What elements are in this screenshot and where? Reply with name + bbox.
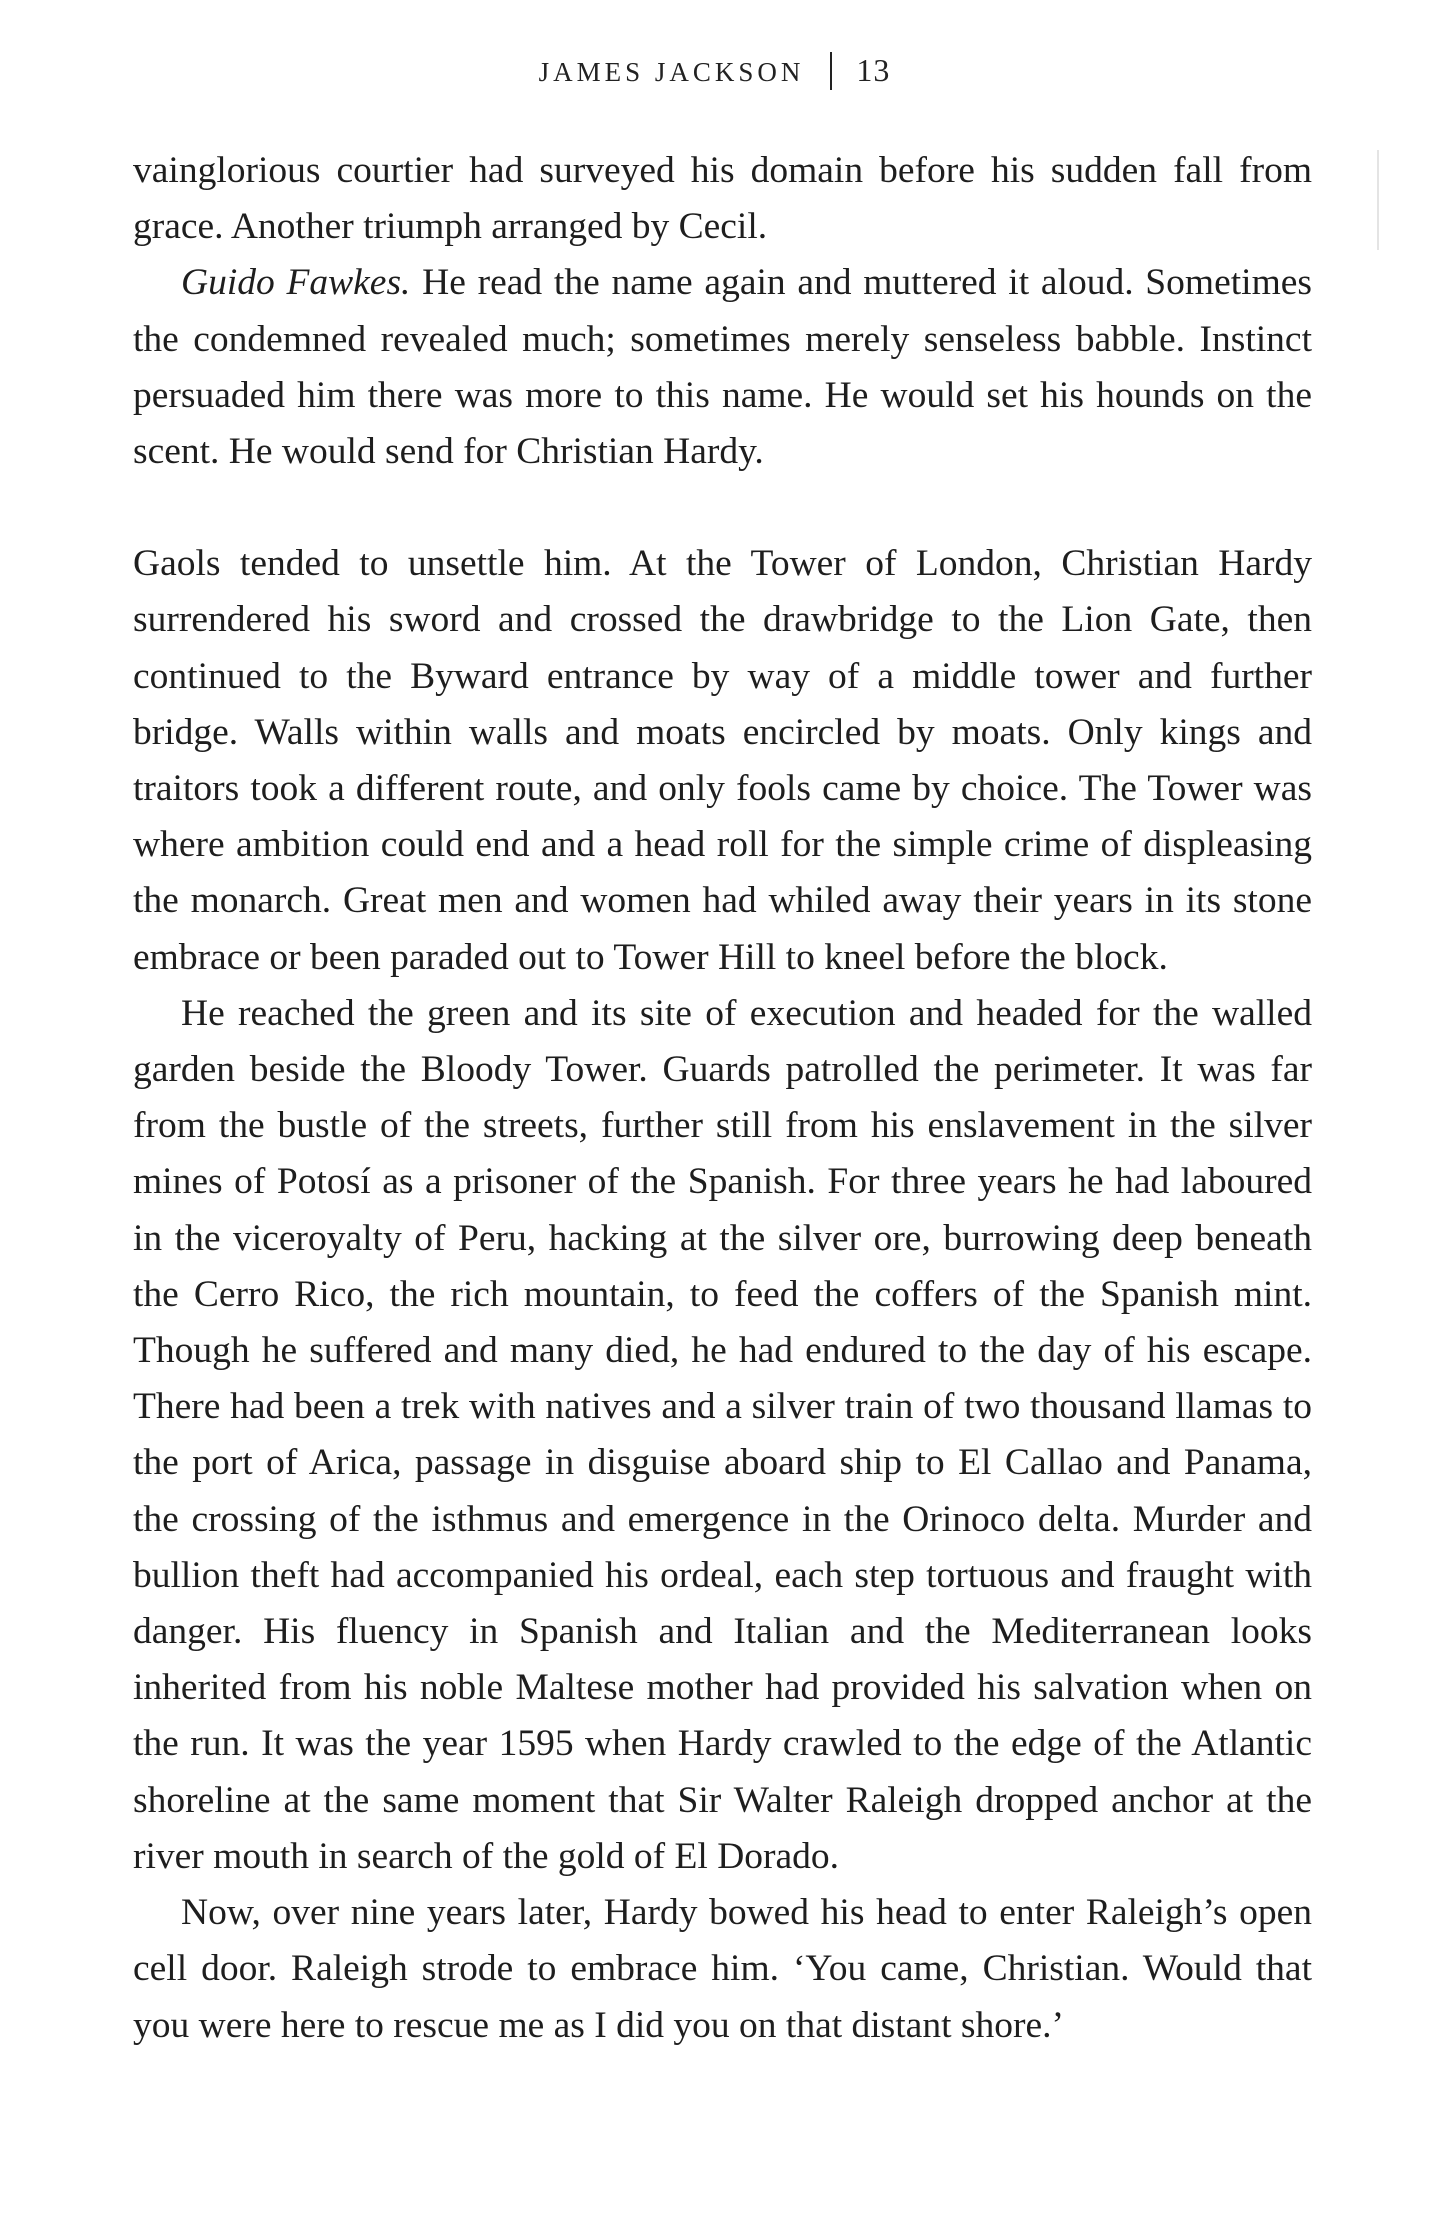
running-head-separator	[830, 52, 832, 90]
running-head-author: JAMES JACKSON	[538, 57, 805, 87]
scan-edge-mark	[1377, 150, 1379, 250]
paragraph-1: vainglorious courtier had surveyed his domain before his sudden fall from grace. Another triumph arranged by Cecil.	[133, 150, 1312, 248]
body-text	[133, 143, 1312, 2054]
running-head	[0, 48, 1429, 94]
paragraph-2	[133, 255, 1312, 480]
paragraph-4: He reached the green and its site of execution and headed for the walled garden beside the Bloody Tower. Guards patrolled the perimeter. It was far from the bustle of the streets, further still from his enslavement in the silver mines of Potosí as a prisoner of the Spanish. For three years he had laboured in the viceroyalty of Peru, hacking at the silver ore, burrowing deep beneath the Cerro Rico, the rich mountain, to feed the coffers of the Spanish mint. Though he suffered and many died, he had endured to the day of his escape. There had been a trek with natives and a silver train of two thousand llamas to the port of Arica, passage in disguise aboard ship to El Callao and Panama, the crossing of the isthmus and emergence in the Orinoco delta. Murder and bullion theft had accompanied his ordeal, each step tortuous and fraught with danger. His fluency in Spanish and Italian and the Mediterranean looks inherited from his noble Maltese mother had provided his salvation when on the run. It was the year 1595 when Hardy crawled to the edge of the Atlantic shoreline at the same moment that Sir Walter Raleigh dropped anchor at the river mouth in search of the gold of El Dorado.	[133, 992, 1312, 1877]
paragraph-2-italic-lead: Guido Fawkes.	[181, 262, 411, 304]
paragraph-5: Now, over nine years later, Hardy bowed his head to enter Raleigh’s open cell door. Raleigh strode to embrace him. ‘You came, Christian. Would that you were here to rescue me as I did you on that distant shore.’	[133, 1892, 1312, 2046]
page-number: 13	[856, 52, 891, 88]
paragraph-3: Gaols tended to unsettle him. At the Tower of London, Christian Hardy surrendered his sword and crossed the drawbridge to the Lion Gate, then continued to the Byward entrance by way of a middle tower and further bridge. Walls within walls and moats encircled by moats. Only kings and traitors took a different route, and only fools came by choice. The Tower was where ambition could end and a head roll for the simple crime of displeasing the monarch. Great men and women had whiled away their years in its stone embrace or been paraded out to Tower Hill to kneel before the block.	[133, 543, 1312, 978]
paragraph-2-text: He read the name again and muttered it aloud. Sometimes the condemned revealed much; sometimes merely senseless babble. Instinct persuaded him there was more to this name. He would set his hounds on the scent. He would send for Christian Hardy.	[133, 262, 1312, 473]
